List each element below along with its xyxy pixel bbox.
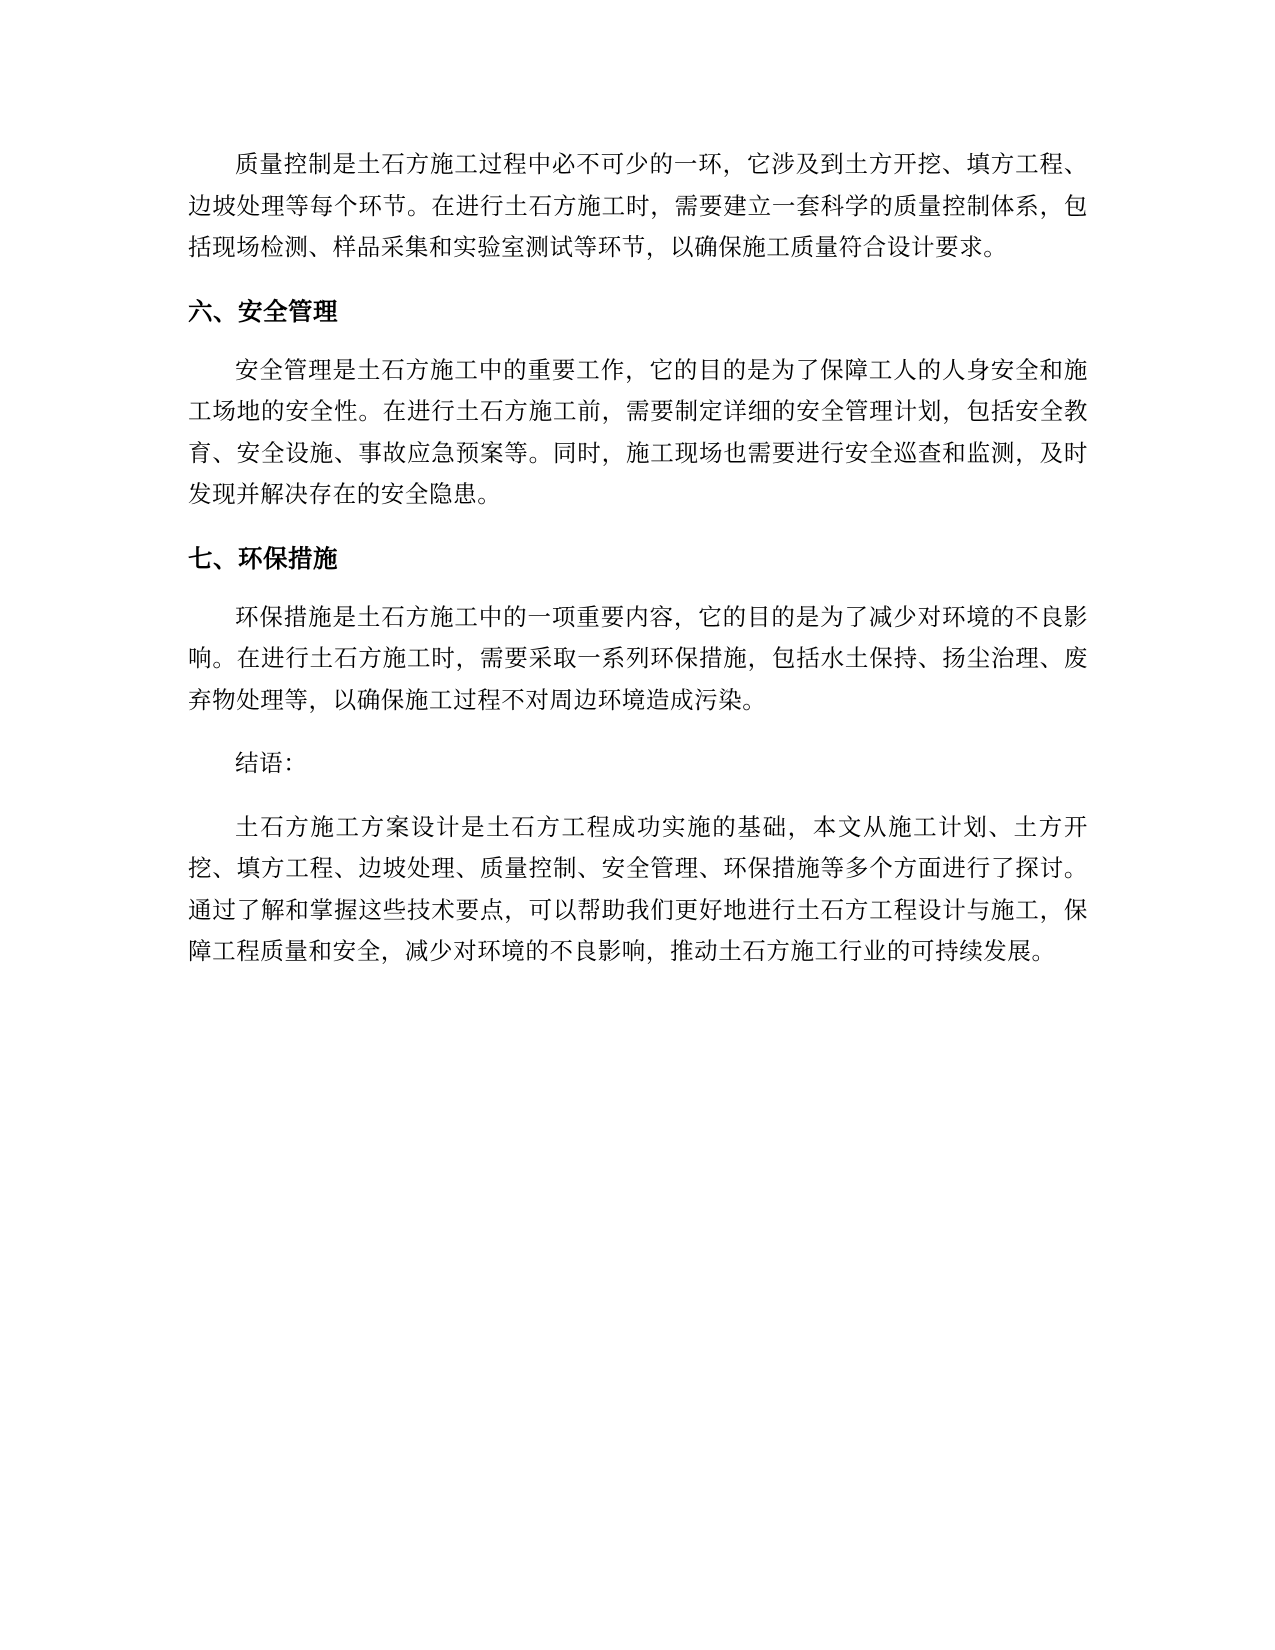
- spacer: [188, 269, 1088, 291]
- paragraph-quality-control: 质量控制是土石方施工过程中必不可少的一环，它涉及到土方开挖、填方工程、边坡处理等每个环节。在进行土石方施工时，需要建立一套科学的质量控制体系，包括现场检测、样品采集和实验室测试等环节，以确保施工质量符合设计要求。: [188, 150, 1088, 261]
- section-heading-safety: 六、安全管理: [188, 296, 338, 326]
- spacer: [188, 721, 1088, 743]
- conclusion-label: 结语：: [235, 749, 308, 777]
- paragraph-conclusion: 土石方施工方案设计是土石方工程成功实施的基础，本文从施工计划、土方开挖、填方工程、边坡处理、质量控制、安全管理、环保措施等多个方面进行了探讨。通过了解和掌握这些技术要点，可以帮助我们更好地进行土石方工程设计与施工，保障工程质量和安全，减少对环境的不良影响，推动土石方施工行业的可持续发展。: [188, 812, 1088, 965]
- paragraph-environment-measures: 环保措施是土石方施工中的一项重要内容，它的目的是为了减少对环境的不良影响。在进行土石方施工时，需要采取一系列环保措施，包括水土保持、扬尘治理、废弃物处理等，以确保施工过程不对周边环境造成污染。: [188, 602, 1088, 714]
- section-heading-environment: 七、环保措施: [188, 543, 338, 573]
- spacer: [188, 516, 1088, 538]
- document-body: [188, 144, 1088, 973]
- spacer: [188, 785, 1088, 807]
- spacer: [188, 579, 1088, 597]
- spacer: [188, 332, 1088, 350]
- paragraph-safety-management: 安全管理是土石方施工中的重要工作，它的目的是为了保障工人的人身安全和施工场地的安全性。在进行土石方施工前，需要制定详细的安全管理计划，包括安全教育、安全设施、事故应急预案等。同时，施工现场也需要进行安全巡查和监测，及时发现并解决存在的安全隐患。: [188, 355, 1088, 508]
